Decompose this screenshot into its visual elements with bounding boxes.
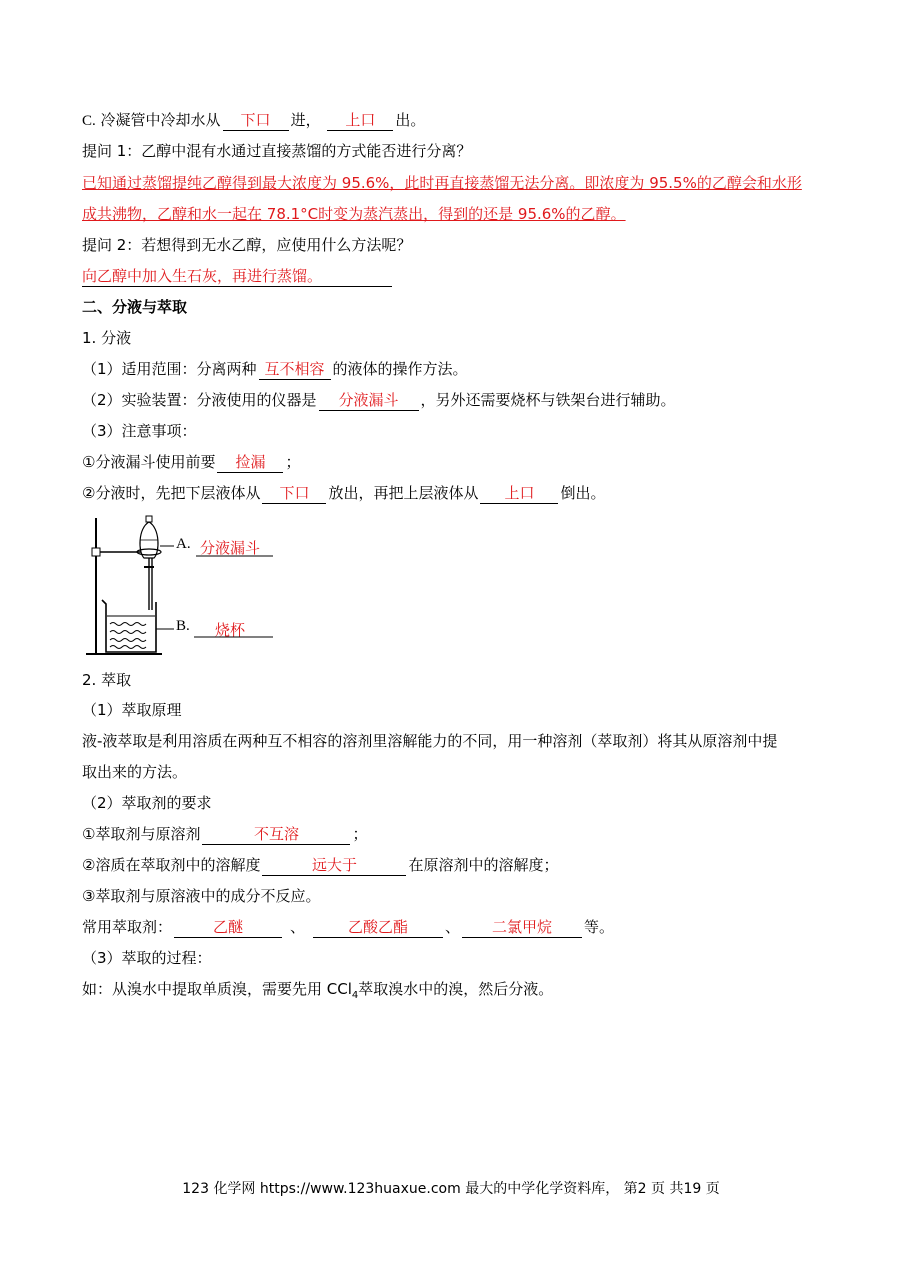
section-title-2: 二、分液与萃取 bbox=[82, 298, 188, 316]
line-c bbox=[82, 105, 425, 135]
r1-text1: ①萃取剂与原溶剂 bbox=[82, 825, 201, 843]
blank-n2-2: 上口 bbox=[480, 483, 558, 504]
blank-n2-1: 下口 bbox=[262, 483, 326, 504]
diagram-label-b: B. bbox=[176, 618, 190, 634]
example-text1: 如：从溴水中提取单质溴，需要先用 CCl bbox=[82, 980, 352, 998]
blank-common-3: 二氯甲烷 bbox=[462, 917, 582, 938]
separatory-apparatus-diagram bbox=[82, 512, 282, 660]
n2-text3: 倒出。 bbox=[560, 484, 606, 502]
c-text3: 出。 bbox=[395, 111, 426, 129]
question-2: 提问 2：若想得到无水乙醇，应使用什么方法呢？ bbox=[82, 236, 412, 254]
c-text2: 进， bbox=[290, 111, 321, 129]
diagram-label-a: A. bbox=[176, 536, 191, 552]
s1-2-text1: （2）实验装置：分液使用的仪器是 bbox=[82, 391, 317, 409]
funnel-stopper bbox=[146, 516, 152, 522]
blank-r1: 不互溶 bbox=[202, 824, 350, 845]
s1-2-text2: ，另外还需要烧杯与铁架台进行辅助。 bbox=[420, 391, 676, 409]
subsection-1-title: 1. 分液 bbox=[82, 329, 132, 347]
n2-text2: 放出，再把上层液体从 bbox=[328, 484, 479, 502]
blank-r2: 远大于 bbox=[262, 855, 406, 876]
blank-common-2: 乙酸乙酯 bbox=[313, 917, 443, 938]
blank-common-1: 乙醚 bbox=[174, 917, 282, 938]
n2-text1: ②分液时，先把下层液体从 bbox=[82, 484, 261, 502]
r2-text1: ②溶质在萃取剂中的溶解度 bbox=[82, 856, 261, 874]
s2-principle-line1: 液-液萃取是利用溶质在两种互不相容的溶剂里溶解能力的不同，用一种溶剂（萃取剂）将其从原溶剂中提 bbox=[82, 732, 778, 750]
c-text1: 冷凝管中冷却水从 bbox=[100, 111, 221, 129]
blank-n1: 捡漏 bbox=[217, 452, 283, 473]
r1-text2: ； bbox=[352, 825, 368, 843]
blank-c2: 上口 bbox=[327, 110, 393, 131]
subsection-2-title: 2. 萃取 bbox=[82, 671, 132, 689]
common-text2: 等。 bbox=[584, 918, 615, 936]
answer-2-row bbox=[82, 261, 392, 291]
answer-2: 向乙醇中加入生石灰，再进行蒸馏。 bbox=[82, 266, 392, 287]
common-sep2: 、 bbox=[445, 918, 461, 936]
blank-s1-1: 互不相容 bbox=[259, 359, 331, 380]
common-text1: 常用萃取剂： bbox=[82, 918, 173, 936]
diagram-answer-b: 烧杯 bbox=[215, 621, 246, 639]
blank-c1: 下口 bbox=[223, 110, 289, 131]
s2-principle-line2: 取出来的方法。 bbox=[82, 763, 188, 781]
common-sep1: 、 bbox=[290, 918, 306, 936]
n1-text2: ； bbox=[285, 453, 301, 471]
example-line bbox=[82, 974, 553, 1004]
clamp-joint bbox=[92, 548, 100, 556]
r2-text2: 在原溶剂中的溶解度； bbox=[408, 856, 559, 874]
example-text2: 萃取溴水中的溴，然后分液。 bbox=[358, 980, 554, 998]
blank-s1-2: 分液漏斗 bbox=[319, 390, 419, 411]
requirement-1 bbox=[82, 819, 367, 849]
common-extractants bbox=[82, 912, 614, 942]
s2-item-2: （2）萃取剂的要求 bbox=[82, 794, 212, 812]
s2-item-1: （1）萃取原理 bbox=[82, 701, 182, 719]
answer-1-line1: 已知通过蒸馏提纯乙醇得到最大浓度为 95.6%，此时再直接蒸馏无法分离。即浓度为 95.5%的乙醇会和水形 bbox=[82, 174, 802, 192]
page-footer: 123 化学网 https://www.123huaxue.com 最大的中学化学资料库， 第2 页 共19 页 bbox=[182, 1181, 720, 1197]
c-prefix: C. bbox=[82, 113, 96, 129]
s1-item-3: （3）注意事项： bbox=[82, 422, 197, 440]
s2-item-3: （3）萃取的过程： bbox=[82, 949, 212, 967]
requirement-3: ③萃取剂与原溶液中的成分不反应。 bbox=[82, 887, 321, 905]
n1-text1: ①分液漏斗使用前要 bbox=[82, 453, 216, 471]
note-1 bbox=[82, 447, 300, 477]
question-1: 提问 1：乙醇中混有水通过直接蒸馏的方式能否进行分离？ bbox=[82, 142, 472, 160]
example-subscript: 4 bbox=[351, 990, 359, 1001]
s1-item-2 bbox=[82, 385, 676, 415]
requirement-2 bbox=[82, 850, 558, 880]
s1-1-text1: （1）适用范围：分离两种 bbox=[82, 360, 257, 378]
s1-1-text2: 的液体的操作方法。 bbox=[332, 360, 468, 378]
diagram-answer-a: 分液漏斗 bbox=[200, 539, 261, 557]
note-2 bbox=[82, 478, 605, 508]
answer-1-line2: 成共沸物，乙醇和水一起在 78.1°C时变为蒸汽蒸出，得到的还是 95.6%的乙醇。 bbox=[82, 205, 626, 223]
s1-item-1 bbox=[82, 354, 468, 384]
